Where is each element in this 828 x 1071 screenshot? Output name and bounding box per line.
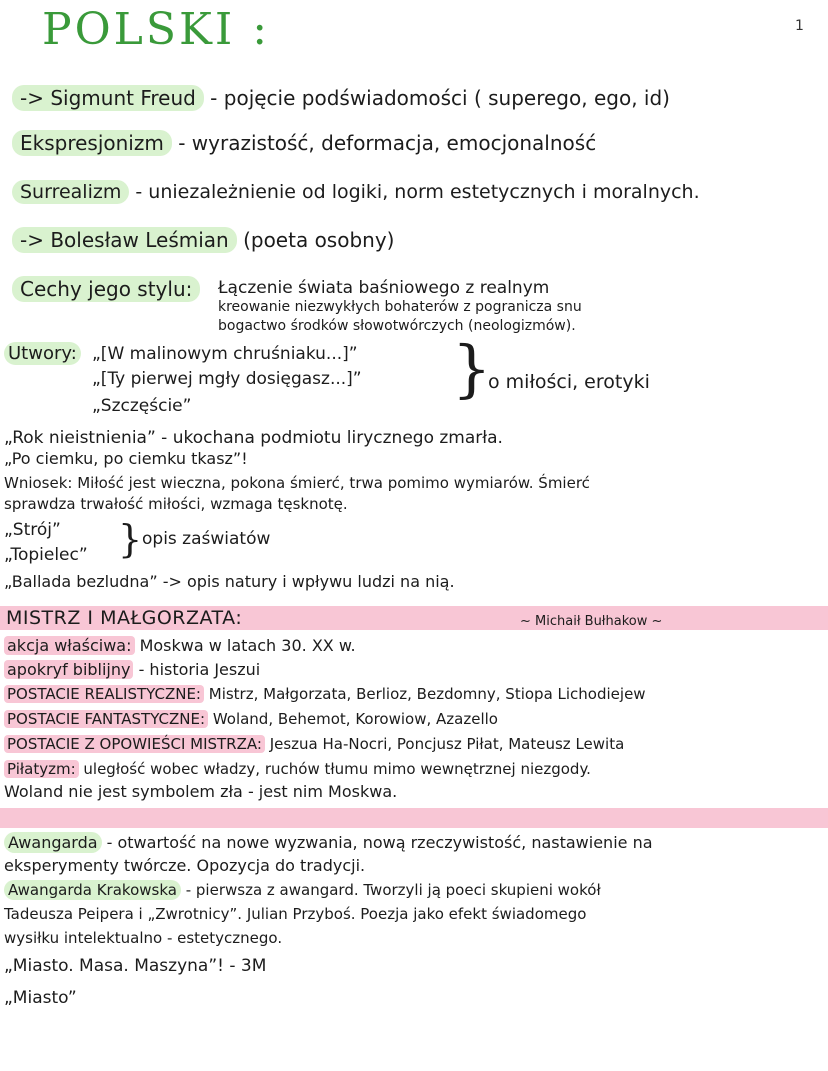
mistrz-text-3: Mistrz, Małgorzata, Berlioz, Bezdomny, Stiopa Lichodiejew: [203, 685, 646, 703]
krakowska-desc: - pierwsza z awangard. Tworzyli ją poeci skupieni wokół: [180, 881, 601, 899]
mistrz-line-2: [4, 658, 260, 682]
mistrz-line-5: [4, 732, 624, 756]
cechy-item-2: kreowanie niezwykłych bohaterów z pogranicza snu: [218, 299, 582, 315]
mistrz-line-6: [4, 757, 591, 781]
mistrz-text-2: - historia Jeszui: [133, 660, 261, 679]
stroj-note: opis zaświatów: [142, 529, 271, 549]
woland-line: Woland nie jest symbolem zła - jest nim Moskwa.: [4, 782, 398, 801]
mistrz-text-6: uległość wobec władzy, ruchów tłumu mimo wewnętrznej niezgody.: [78, 760, 591, 778]
page-number: 1: [795, 18, 804, 34]
mistrz-label-5: POSTACIE Z OPOWIEŚCI MISTRZA:: [4, 735, 265, 753]
krakowska-line-2: Tadeusza Peipera i „Zwrotnicy”. Julian Przyboś. Poezja jako efekt świadomego: [4, 905, 587, 923]
utwory-term: Utwory:: [4, 342, 81, 365]
cechy-item-1: Łączenie świata baśniowego z realnym: [218, 278, 550, 298]
mistrz-line-3: [4, 682, 646, 706]
page-title: POLSKI :: [42, 4, 271, 55]
cechy-term-line: [12, 277, 200, 301]
mistrz-label-4: POSTACIE FANTASTYCZNE:: [4, 710, 208, 728]
mistrz-text-4: Woland, Behemot, Korowiow, Azazello: [208, 710, 498, 728]
surrealizm-line: [12, 180, 700, 204]
awangarda-line-1: [4, 831, 653, 855]
lesmian-line: [12, 228, 394, 252]
krakowska-line-3: wysiłku intelektualno - estetycznego.: [4, 929, 283, 947]
ballada-line: „Ballada bezludna” -> opis natury i wpływu ludzi na nią.: [4, 572, 455, 591]
freud-name: -> Sigmunt Freud: [12, 85, 204, 111]
awangarda-line-2: eksperymenty twórcze. Opozycja do tradycji.: [4, 856, 366, 875]
awangarda-term: Awangarda: [4, 832, 102, 853]
mistrz-line-1: [4, 634, 356, 658]
krakowska-line-1: [4, 878, 601, 902]
utwory-item-3: „Szczęście”: [92, 396, 192, 416]
freud-line: [12, 86, 670, 110]
wniosek-line-2: sprawdza trwałość miłości, wzmaga tęsknotę.: [4, 495, 348, 513]
mistrz-label-6: Piłatyzm:: [4, 760, 79, 778]
ekspresjonizm-line: [12, 131, 596, 155]
ekspresjonizm-term: Ekspresjonizm: [12, 130, 172, 156]
lesmian-name: -> Bolesław Leśmian: [12, 227, 237, 253]
miasto-line-1: „Miasto. Masa. Maszyna”! - 3M: [4, 956, 267, 976]
krakowska-term: Awangarda Krakowska: [4, 880, 181, 900]
wniosek-line-1: Wniosek: Miłość jest wieczna, pokona śmierć, trwa pomimo wymiarów. Śmierć: [4, 474, 590, 492]
utwory-brace: }: [452, 332, 492, 405]
awangarda-desc: - otwartość na nowe wyzwania, nową rzeczywistość, nastawienie na: [101, 833, 653, 852]
cechy-term: Cechy jego stylu:: [12, 276, 200, 302]
mistrz-text-1: Moskwa w latach 30. XX w.: [134, 636, 356, 655]
freud-desc: - pojęcie podświadomości ( superego, ego, id): [203, 86, 670, 110]
utwory-note: o miłości, erotyki: [488, 371, 650, 393]
utwory-term-line: [4, 342, 81, 366]
rok-line-2: „Po ciemku, po ciemku tkasz”!: [4, 449, 248, 468]
mistrz-title: MISTRZ I MAŁGORZATA:: [6, 607, 243, 629]
rok-line-1: „Rok nieistnienia” - ukochana podmiotu lirycznego zmarła.: [4, 428, 503, 448]
surrealizm-desc: - uniezależnienie od logiki, norm estetycznych i moralnych.: [129, 181, 700, 203]
utwory-item-1: „[W malinowym chruśniaku...]”: [92, 344, 358, 364]
mistrz-label-3: POSTACIE REALISTYCZNE:: [4, 685, 204, 703]
lesmian-desc: (poeta osobny): [236, 228, 395, 252]
stroj-item-2: „Topielec”: [4, 545, 88, 565]
mistrz-label-1: akcja właściwa:: [4, 636, 135, 655]
mistrz-line-4: [4, 707, 498, 731]
mistrz-label-2: apokryf biblijny: [4, 660, 133, 679]
mistrz-author: ~ Michaił Bułhakow ~: [520, 614, 663, 629]
section-divider-band: [0, 808, 828, 828]
mistrz-text-5: Jeszua Ha-Nocri, Poncjusz Piłat, Mateusz Lewita: [264, 735, 625, 753]
cechy-item-3: bogactwo środków słowotwórczych (neologizmów).: [218, 318, 576, 334]
utwory-item-2: „[Ty pierwej mgły dosięgasz...]”: [92, 369, 362, 389]
stroj-brace: }: [118, 517, 143, 561]
surrealizm-term: Surrealizm: [12, 180, 129, 204]
miasto-line-2: „Miasto”: [4, 988, 77, 1008]
stroj-item-1: „Strój”: [4, 520, 61, 540]
ekspresjonizm-desc: - wyrazistość, deformacja, emocjonalność: [171, 131, 597, 155]
